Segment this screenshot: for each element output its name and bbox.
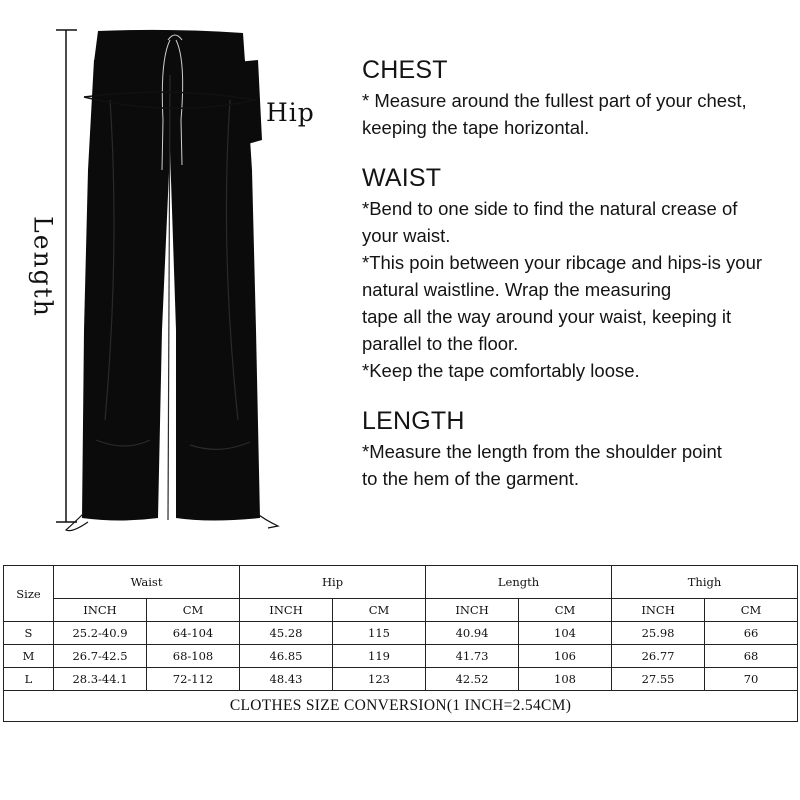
table-cell: 119	[333, 645, 426, 668]
waist-heading: WAIST	[362, 164, 442, 192]
table-cell: 26.7-42.5	[54, 645, 147, 668]
table-cell: 72-112	[147, 668, 240, 691]
table-row	[4, 645, 798, 668]
chest-heading: CHEST	[362, 56, 448, 84]
thigh-column-header: Thigh	[612, 566, 798, 599]
table-cell: 66	[705, 622, 798, 645]
size-chart-table	[3, 565, 798, 722]
table-cell: 64-104	[147, 622, 240, 645]
size-column-header: Size	[4, 566, 54, 622]
waist-guide-line: *This poin between your ribcage and hips-is your	[362, 252, 763, 273]
pants-measurement-figure	[0, 0, 340, 545]
table-cell: 40.94	[426, 622, 519, 645]
length-label: Length	[28, 216, 58, 318]
table-cell: 25.98	[612, 622, 705, 645]
table-cell: 28.3-44.1	[54, 668, 147, 691]
table-cell: L	[4, 668, 54, 691]
table-cell: 68-108	[147, 645, 240, 668]
table-cell: 42.52	[426, 668, 519, 691]
table-unit-header-row	[4, 599, 798, 622]
table-cell: 48.43	[240, 668, 333, 691]
chest-guide-line: * Measure around the fullest part of your chest,	[362, 90, 747, 111]
table-cell: 26.77	[612, 645, 705, 668]
waist-guide-line: tape all the way around your waist, keeping it	[362, 306, 732, 327]
unit-header: INCH	[612, 599, 705, 622]
unit-header: CM	[519, 599, 612, 622]
table-footer-row	[4, 691, 798, 722]
table-cell: M	[4, 645, 54, 668]
table-cell: 46.85	[240, 645, 333, 668]
table-row	[4, 622, 798, 645]
hip-label: Hip	[266, 98, 315, 127]
table-group-header-row	[4, 566, 798, 599]
table-cell: 70	[705, 668, 798, 691]
table-cell: 68	[705, 645, 798, 668]
unit-header: CM	[333, 599, 426, 622]
table-cell: 115	[333, 622, 426, 645]
size-conversion-note: CLOTHES SIZE CONVERSION(1 INCH=2.54CM)	[4, 691, 798, 722]
waist-guide-line: parallel to the floor.	[362, 333, 519, 354]
table-row	[4, 668, 798, 691]
measuring-guide	[362, 55, 792, 514]
length-guide-section	[362, 406, 792, 492]
length-guide-line: to the hem of the garment.	[362, 468, 579, 489]
table-cell: 25.2-40.9	[54, 622, 147, 645]
length-measure-line	[56, 30, 77, 522]
unit-header: CM	[705, 599, 798, 622]
table-cell: 27.55	[612, 668, 705, 691]
length-heading: LENGTH	[362, 407, 465, 435]
chest-guide-line: keeping the tape horizontal.	[362, 117, 590, 138]
table-cell: 106	[519, 645, 612, 668]
waist-column-header: Waist	[54, 566, 240, 599]
chest-guide-section	[362, 55, 792, 141]
waist-guide-line: *Bend to one side to find the natural crease of	[362, 198, 738, 219]
unit-header: INCH	[426, 599, 519, 622]
unit-header: INCH	[240, 599, 333, 622]
waist-guide-line: natural waistline. Wrap the measuring	[362, 279, 672, 300]
table-cell: S	[4, 622, 54, 645]
table-cell: 108	[519, 668, 612, 691]
waist-guide-section	[362, 163, 792, 384]
waist-guide-line: your waist.	[362, 225, 451, 246]
table-cell: 41.73	[426, 645, 519, 668]
table-cell: 45.28	[240, 622, 333, 645]
table-cell: 123	[333, 668, 426, 691]
hip-column-header: Hip	[240, 566, 426, 599]
length-guide-line: *Measure the length from the shoulder point	[362, 441, 722, 462]
length-column-header: Length	[426, 566, 612, 599]
unit-header: INCH	[54, 599, 147, 622]
table-cell: 104	[519, 622, 612, 645]
waist-guide-line: *Keep the tape comfortably loose.	[362, 360, 640, 381]
unit-header: CM	[147, 599, 240, 622]
